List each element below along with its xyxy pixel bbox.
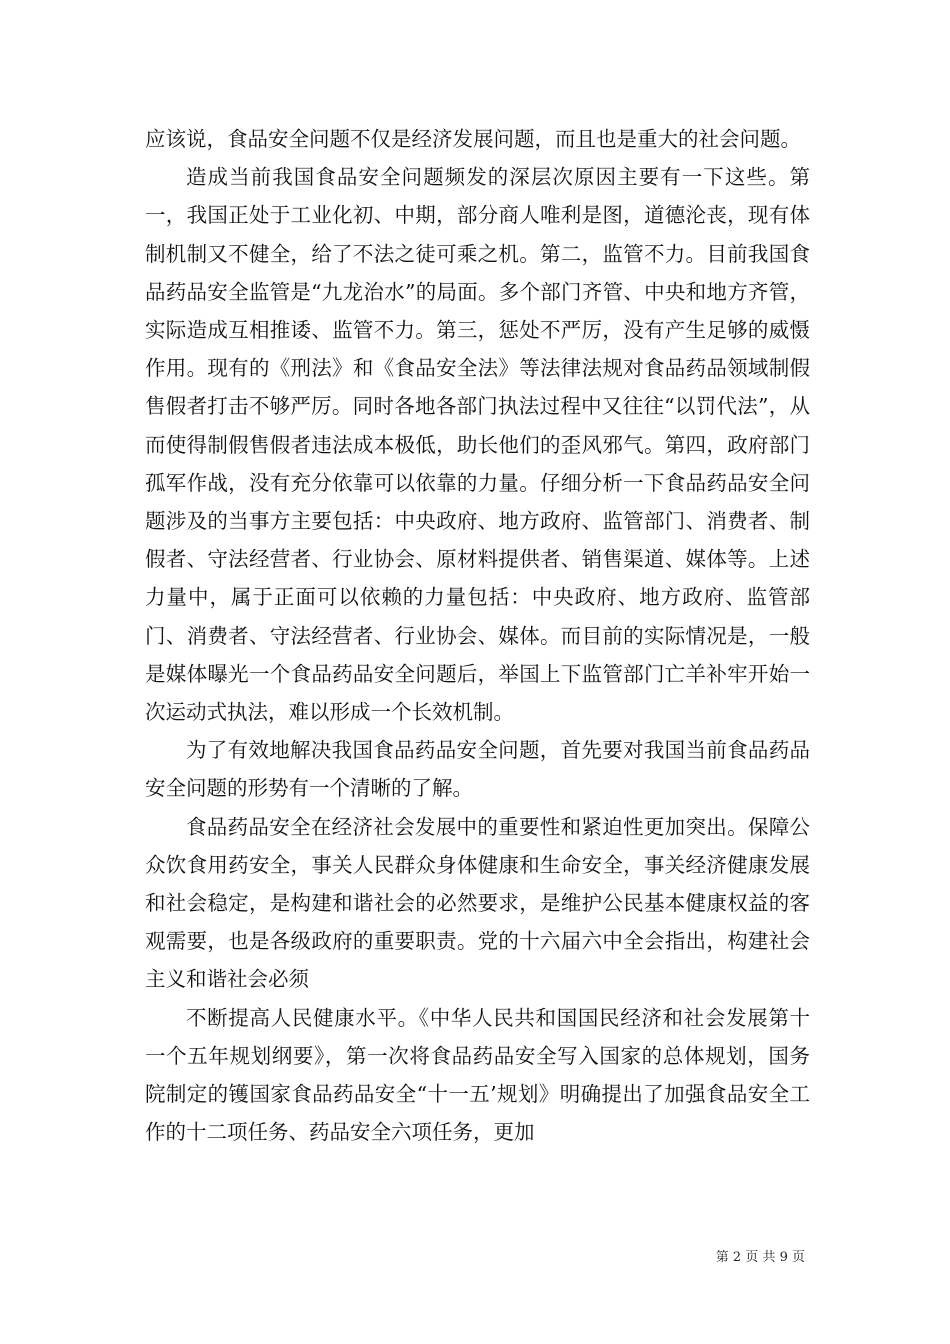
paragraph-1: 应该说，食品安全问题不仅是经济发展问题，而且也是重大的社会问题。 (145, 127, 801, 151)
paragraph-2: 造成当前我国食品安全问题频发的深层次原因主要有一下这些。第一，我国正处于工业化初、中期，部分商人唯利是图，道德沦丧，现有体制机制又不健全，给了不法之徒可乘之机。第二，监管不力。目前我国食品药品安全监管是“九龙治水”的局面。多个部门齐管、中央和地方齐管，实际造成互相推诿、监管不力。第三，惩处不严厉，没有产生足够的威慑作用。现有的《刑法》和《食品安全法》等法律法规对食品药品领域制假售假者打击不够严厉。同时各地各部门执法过程中又往往“以罚代法”，从而使得制假售假者违法成本极低，助长他们的歪风邪气。第四，政府部门孤军作战，没有充分依靠可以依靠的力量。仔细分析一下食品药品安全问题涉及的当事方主要包括：中央政府、地方政府、监管部门、消费者、制假者、守法经营者、行业协会、原材料提供者、销售渠道、媒体等。上述力量中，属于正面可以依赖的力量包括：中央政府、地方政府、监管部门、消费者、守法经营者、行业协会、媒体。而目前的实际情况是，一般是媒体曝光一个食品药品安全问题后，举国上下监管部门亡羊补牢开始一次运动式执法，难以形成一个长效机制。 (145, 165, 810, 725)
paragraph-5: 不断提高人民健康水平。《中华人民共和国国民经济和社会发展第十一个五年规划纲要》，第一次将食品药品安全写入国家的总体规划，国务院制定的镬国家食品药品安全“十一五’规划》明确提出了加强食品安全工作的十二项任务、药品安全六项任务，更加 (145, 1005, 810, 1145)
page-number: 第 2 页 共 9 页 (715, 1250, 805, 1265)
body-text (145, 120, 810, 1151)
paragraph-4: 食品药品安全在经济社会发展中的重要性和紧迫性更加突出。保障公众饮食用药安全，事关人民群众身体健康和生命安全，事关经济健康发展和社会稳定，是构建和谐社会的必然要求，是维护公民基本健康权益的客观需要，也是各级政府的重要职责。党的十六届六中全会指出，构建社会主义和谐社会必须 (145, 814, 810, 992)
paragraph-3: 为了有效地解决我国食品药品安全问题，首先要对我国当前食品药品安全问题的形势有一个清晰的了解。 (145, 738, 810, 801)
